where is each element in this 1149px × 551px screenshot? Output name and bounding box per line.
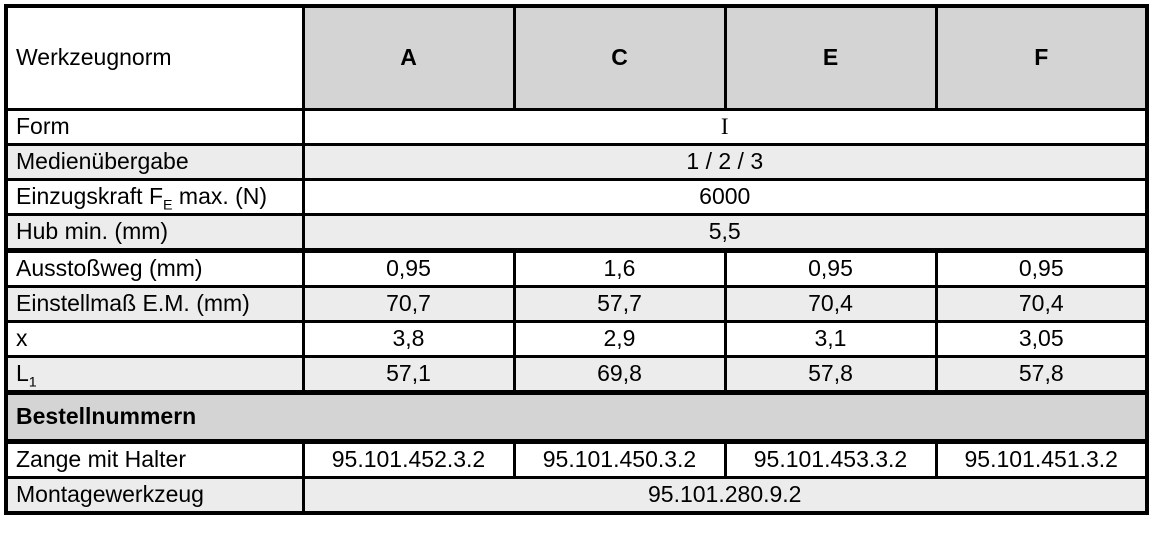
row-zange-label: Zange mit Halter [6, 442, 303, 478]
row-x-value-f: 3,05 [936, 322, 1147, 357]
row-einstellmass-value-c: 57,7 [514, 287, 725, 322]
row-montagewerkzeug [6, 478, 1147, 514]
row-l1-value-f: 57,8 [936, 357, 1147, 393]
row-form-value: I [303, 110, 1147, 145]
row-einstellmass [6, 287, 1147, 322]
row-x [6, 322, 1147, 357]
row-ausstossweg-label: Ausstoßweg (mm) [6, 251, 303, 287]
section-bestellnummern [6, 393, 1147, 442]
row-medienuebergabe-value: 1 / 2 / 3 [303, 145, 1147, 180]
row-ausstossweg-value-f: 0,95 [936, 251, 1147, 287]
row-l1-value-a: 57,1 [303, 357, 514, 393]
row-form-label: Form [6, 110, 303, 145]
row-hub-value: 5,5 [303, 215, 1147, 251]
row-einstellmass-value-e: 70,4 [725, 287, 936, 322]
row-zange-value-a: 95.101.452.3.2 [303, 442, 514, 478]
row-montagewerkzeug-value: 95.101.280.9.2 [303, 478, 1147, 514]
row-einzugskraft [6, 180, 1147, 215]
row-montagewerkzeug-label: Montagewerkzeug [6, 478, 303, 514]
row-einzugskraft-label-post: max. (N) [172, 183, 268, 210]
row-zange-value-c: 95.101.450.3.2 [514, 442, 725, 478]
column-header-e: E [725, 6, 936, 110]
row-l1-value-e: 57,8 [725, 357, 936, 393]
row-ausstossweg-value-c: 1,6 [514, 251, 725, 287]
row-form [6, 110, 1147, 145]
row-einstellmass-value-f: 70,4 [936, 287, 1147, 322]
row-einstellmass-label: Einstellmaß E.M. (mm) [6, 287, 303, 322]
row-hub [6, 215, 1147, 251]
row-medienuebergabe-label: Medienübergabe [6, 145, 303, 180]
column-header-c: C [514, 6, 725, 110]
row-x-value-c: 2,9 [514, 322, 725, 357]
row-l1-label [6, 357, 303, 393]
row-ausstossweg-value-a: 0,95 [303, 251, 514, 287]
row-l1-label-sub: 1 [28, 374, 37, 391]
column-header-a: A [303, 6, 514, 110]
row-medienuebergabe [6, 145, 1147, 180]
row-zange-value-e: 95.101.453.3.2 [725, 442, 936, 478]
tool-spec-table [4, 4, 1149, 515]
row-x-label: x [6, 322, 303, 357]
row-l1-label-pre: L [16, 360, 29, 387]
row-zange [6, 442, 1147, 478]
row-einzugskraft-value: 6000 [303, 180, 1147, 215]
row-x-value-e: 3,1 [725, 322, 936, 357]
row-ausstossweg-value-e: 0,95 [725, 251, 936, 287]
row-zange-value-f: 95.101.451.3.2 [936, 442, 1147, 478]
row-einstellmass-value-a: 70,7 [303, 287, 514, 322]
row-einzugskraft-label-pre: Einzugskraft F [16, 183, 163, 210]
row-einzugskraft-label [6, 180, 303, 215]
row-hub-label: Hub min. (mm) [6, 215, 303, 251]
header-row [6, 6, 1147, 110]
row-x-value-a: 3,8 [303, 322, 514, 357]
section-bestellnummern-title: Bestellnummern [6, 393, 1147, 442]
row-l1-value-c: 69,8 [514, 357, 725, 393]
row-ausstossweg [6, 251, 1147, 287]
column-header-f: F [936, 6, 1147, 110]
row-einzugskraft-label-sub: E [163, 197, 173, 214]
row-l1 [6, 357, 1147, 393]
corner-label: Werkzeugnorm [6, 6, 303, 110]
